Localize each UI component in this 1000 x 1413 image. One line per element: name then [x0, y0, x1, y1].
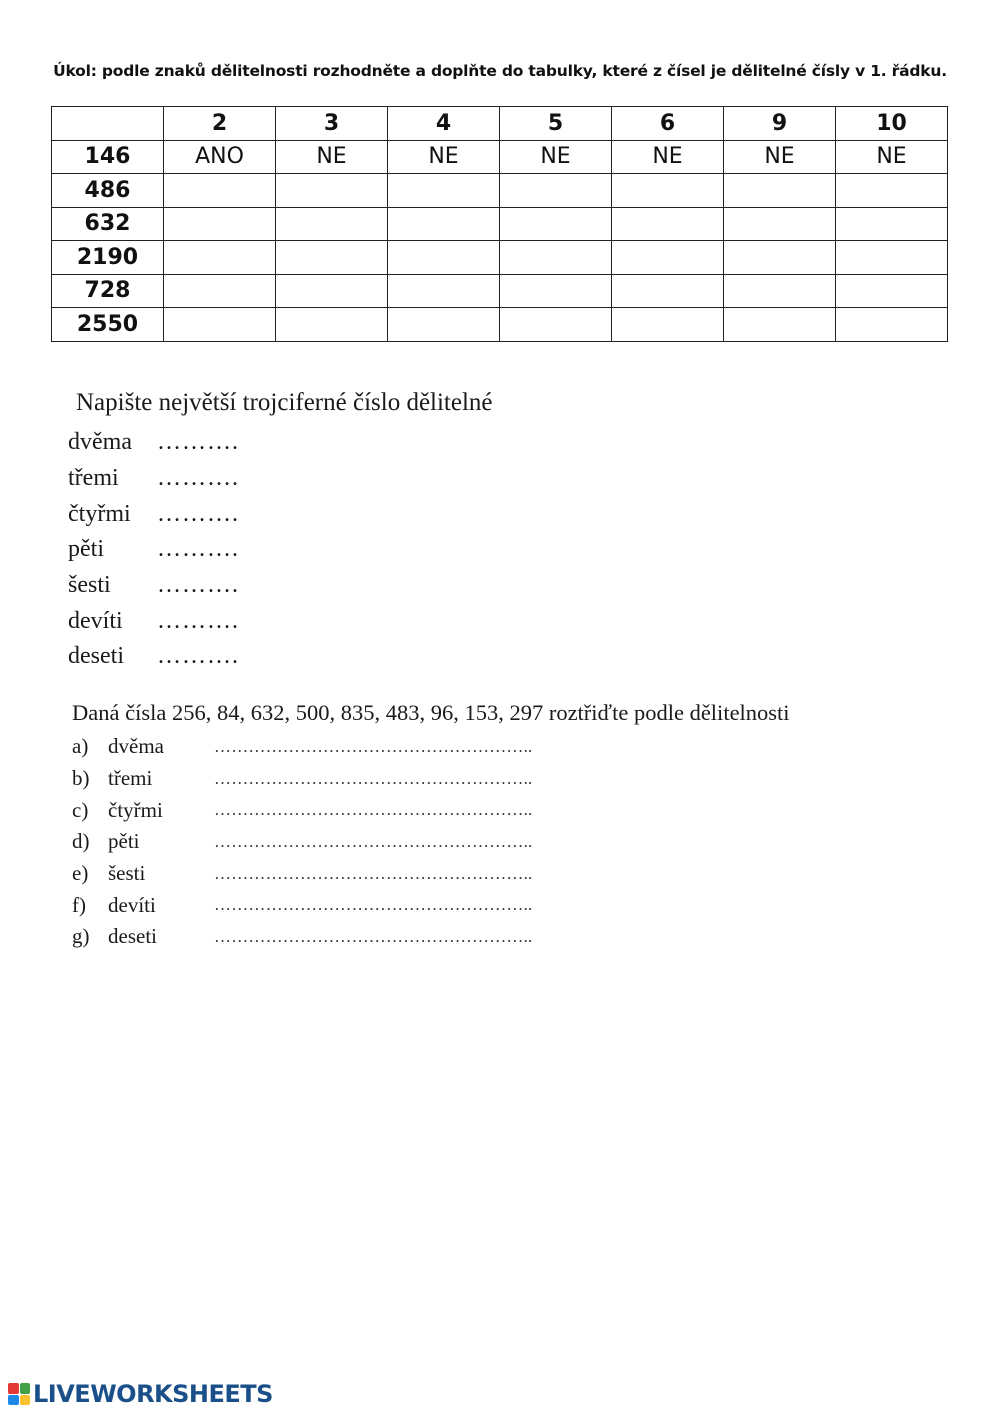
task-instruction: Úkol: podle znaků dělitelnosti rozhodněte a doplňte do tabulky, které z čísel je dělitelné čísly v 1. řádku. [53, 62, 947, 80]
answer-cell[interactable]: ANO [164, 140, 276, 174]
answer-cell[interactable]: NE [276, 140, 388, 174]
answer-cell[interactable] [164, 207, 276, 241]
list-item [72, 763, 533, 795]
answer-cell[interactable] [276, 207, 388, 241]
list-item [72, 921, 533, 953]
answer-blank[interactable]: ……………………………………………….. [214, 831, 533, 851]
answer-cell[interactable] [164, 241, 276, 275]
row-number: 2190 [52, 241, 164, 275]
list-item [68, 425, 239, 461]
answer-cell[interactable] [276, 308, 388, 342]
answer-blank[interactable]: ……………………………………………….. [214, 800, 533, 820]
sorting-task-title: Daná čísla 256, 84, 632, 500, 835, 483, 96, 153, 297 roztřiďte podle dělitelnosti [72, 700, 790, 725]
largest-number-task-list [68, 425, 239, 675]
answer-blank[interactable]: ………. [157, 429, 239, 456]
answer-cell[interactable]: NE [724, 140, 836, 174]
liveworksheets-brand[interactable] [8, 1380, 273, 1408]
list-item [68, 639, 239, 675]
divisor-word: dvěma [108, 734, 164, 759]
table-header-row [52, 107, 948, 141]
answer-cell[interactable] [500, 274, 612, 308]
row-number: 2550 [52, 308, 164, 342]
answer-cell[interactable]: NE [500, 140, 612, 174]
divisibility-table [51, 106, 948, 342]
divisor-header: 10 [836, 107, 948, 141]
item-letter: b) [72, 766, 90, 791]
table-row [52, 207, 948, 241]
list-item [72, 858, 533, 890]
list-item [68, 461, 239, 497]
answer-cell[interactable] [164, 308, 276, 342]
answer-cell[interactable] [612, 207, 724, 241]
answer-cell[interactable]: NE [612, 140, 724, 174]
answer-blank[interactable]: ……………………………………………….. [214, 863, 533, 883]
list-item [72, 889, 533, 921]
answer-blank[interactable]: ………. [157, 572, 239, 599]
table-row [52, 308, 948, 342]
answer-cell[interactable] [164, 274, 276, 308]
divisor-word: devíti [68, 607, 123, 634]
answer-cell[interactable] [388, 174, 500, 208]
item-letter: f) [72, 892, 86, 917]
row-number: 632 [52, 207, 164, 241]
table-corner-cell [52, 107, 164, 141]
item-letter: c) [72, 797, 89, 822]
answer-cell[interactable] [500, 241, 612, 275]
answer-cell[interactable] [388, 274, 500, 308]
divisor-word: devíti [108, 892, 156, 917]
row-number: 486 [52, 174, 164, 208]
answer-cell[interactable] [836, 308, 948, 342]
list-item [72, 731, 533, 763]
answer-cell[interactable] [724, 174, 836, 208]
answer-cell[interactable] [836, 174, 948, 208]
answer-cell[interactable] [388, 241, 500, 275]
divisor-word: šesti [108, 861, 146, 886]
answer-cell[interactable] [500, 207, 612, 241]
answer-blank[interactable]: ………. [157, 500, 239, 527]
answer-cell[interactable] [724, 274, 836, 308]
list-item [68, 496, 239, 532]
divisor-word: deseti [108, 924, 157, 949]
list-item [68, 568, 239, 604]
answer-blank[interactable]: ……………………………………………….. [214, 895, 533, 915]
table-row [52, 174, 948, 208]
answer-cell[interactable] [388, 207, 500, 241]
answer-blank[interactable]: ………. [157, 643, 239, 670]
answer-cell[interactable] [500, 174, 612, 208]
answer-cell[interactable] [276, 174, 388, 208]
answer-cell[interactable] [500, 308, 612, 342]
divisor-header: 5 [500, 107, 612, 141]
table-row [52, 274, 948, 308]
list-item [72, 794, 533, 826]
divisor-header: 2 [164, 107, 276, 141]
answer-cell[interactable] [724, 308, 836, 342]
divisor-word: třemi [108, 766, 153, 791]
answer-cell[interactable] [836, 241, 948, 275]
list-item [72, 826, 533, 858]
largest-number-task-title: Napište největší trojciferné číslo dělitelné [76, 389, 493, 416]
divisor-header: 4 [388, 107, 500, 141]
divisor-word: pěti [108, 829, 140, 854]
sorting-task-list [72, 731, 533, 953]
answer-cell[interactable] [276, 274, 388, 308]
answer-cell[interactable] [612, 274, 724, 308]
answer-blank[interactable]: ……………………………………………….. [214, 736, 533, 756]
answer-blank[interactable]: ………. [157, 607, 239, 634]
answer-cell[interactable] [836, 207, 948, 241]
divisor-word: šesti [68, 572, 111, 599]
divisor-header: 3 [276, 107, 388, 141]
answer-cell[interactable] [612, 308, 724, 342]
answer-blank[interactable]: ……………………………………………….. [214, 926, 533, 946]
list-item [68, 603, 239, 639]
liveworksheets-logo-icon [8, 1383, 30, 1405]
list-item [68, 532, 239, 568]
answer-cell[interactable] [612, 174, 724, 208]
table-row [52, 140, 948, 174]
divisor-header: 6 [612, 107, 724, 141]
divisor-word: třemi [68, 465, 119, 492]
divisor-word: čtyřmi [68, 500, 131, 527]
table-row [52, 241, 948, 275]
answer-cell[interactable] [836, 274, 948, 308]
answer-cell[interactable]: NE [836, 140, 948, 174]
answer-cell[interactable] [612, 241, 724, 275]
brand-name: LIVEWORKSHEETS [33, 1380, 273, 1408]
answer-blank[interactable]: ……………………………………………….. [214, 768, 533, 788]
answer-cell[interactable] [724, 207, 836, 241]
item-letter: g) [72, 924, 90, 949]
answer-cell[interactable] [724, 241, 836, 275]
divisor-word: deseti [68, 643, 124, 670]
divisor-header: 9 [724, 107, 836, 141]
item-letter: d) [72, 829, 90, 854]
row-number: 728 [52, 274, 164, 308]
answer-blank[interactable]: ………. [157, 465, 239, 492]
answer-cell[interactable] [276, 241, 388, 275]
item-letter: e) [72, 861, 89, 886]
answer-cell[interactable] [164, 174, 276, 208]
divisor-word: dvěma [68, 429, 132, 456]
divisor-word: pěti [68, 536, 104, 563]
answer-blank[interactable]: ………. [157, 536, 239, 563]
item-letter: a) [72, 734, 89, 759]
answer-cell[interactable] [388, 308, 500, 342]
answer-cell[interactable]: NE [388, 140, 500, 174]
row-number: 146 [52, 140, 164, 174]
divisor-word: čtyřmi [108, 797, 163, 822]
